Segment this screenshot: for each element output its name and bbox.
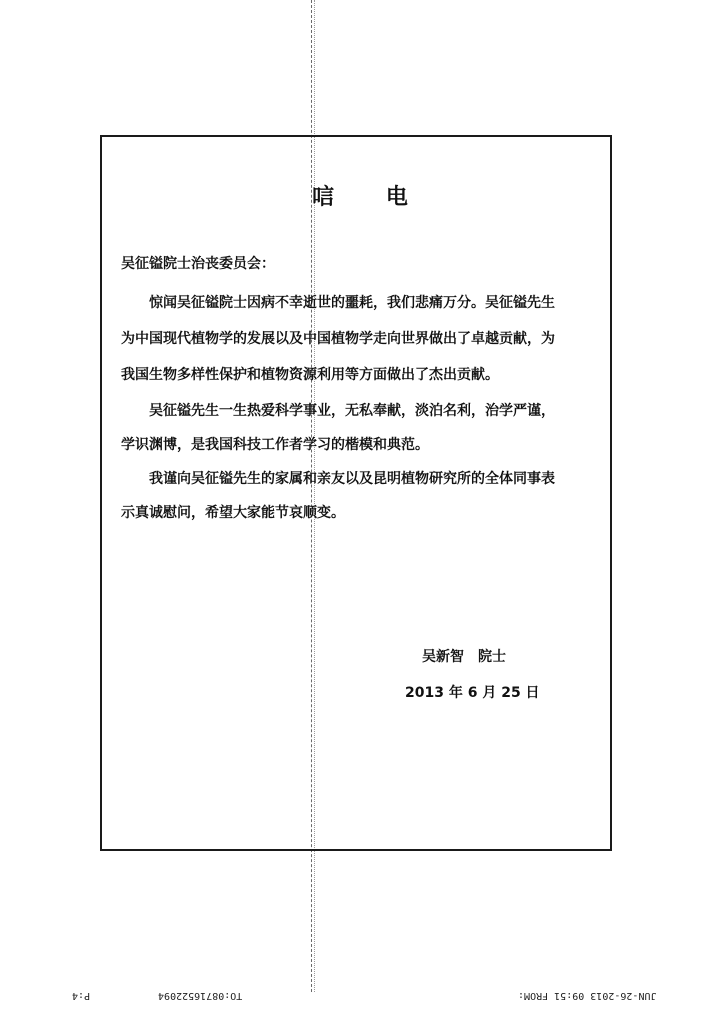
document-border bbox=[100, 135, 612, 851]
signature-name: 吴新智 bbox=[422, 649, 464, 665]
signature-block bbox=[422, 646, 506, 666]
paragraph-3-line-1: 我谨向吴征镒先生的家属和亲友以及昆明植物研究所的全体同事表 bbox=[149, 471, 555, 487]
fax-header-recipient: TO:08716522094 bbox=[158, 990, 243, 1001]
paragraph-2-line-1: 吴征镒先生一生热爱科学事业，无私奉献，淡泊名利，治学严谨， bbox=[149, 403, 555, 419]
paragraph-2-line-2: 学识渊博，是我国科技工作者学习的楷模和典范。 bbox=[121, 437, 429, 453]
signature-title: 院士 bbox=[478, 649, 506, 665]
paragraph-3-line-2: 示真诚慰问，希望大家能节哀顺变。 bbox=[121, 505, 345, 521]
fax-header-page: P:4 bbox=[72, 990, 91, 1001]
salutation: 吴征镒院士治丧委员会： bbox=[121, 256, 275, 272]
signature-date: 2013 年 6 月 25 日 bbox=[405, 685, 540, 701]
paragraph-1-line-3: 我国生物多样性保护和植物资源利用等方面做出了杰出贡献。 bbox=[121, 367, 499, 383]
paragraph-1-line-2: 为中国现代植物学的发展以及中国植物学走向世界做出了卓越贡献，为 bbox=[121, 331, 555, 347]
fax-header-datetime: JUN-26-2013 09:51 FROM: bbox=[518, 990, 657, 1001]
paragraph-1-line-1: 惊闻吴征镒院士因病不幸逝世的噩耗，我们悲痛万分。吴征镒先生 bbox=[149, 295, 555, 311]
document-title: 唁 电 bbox=[312, 185, 430, 210]
